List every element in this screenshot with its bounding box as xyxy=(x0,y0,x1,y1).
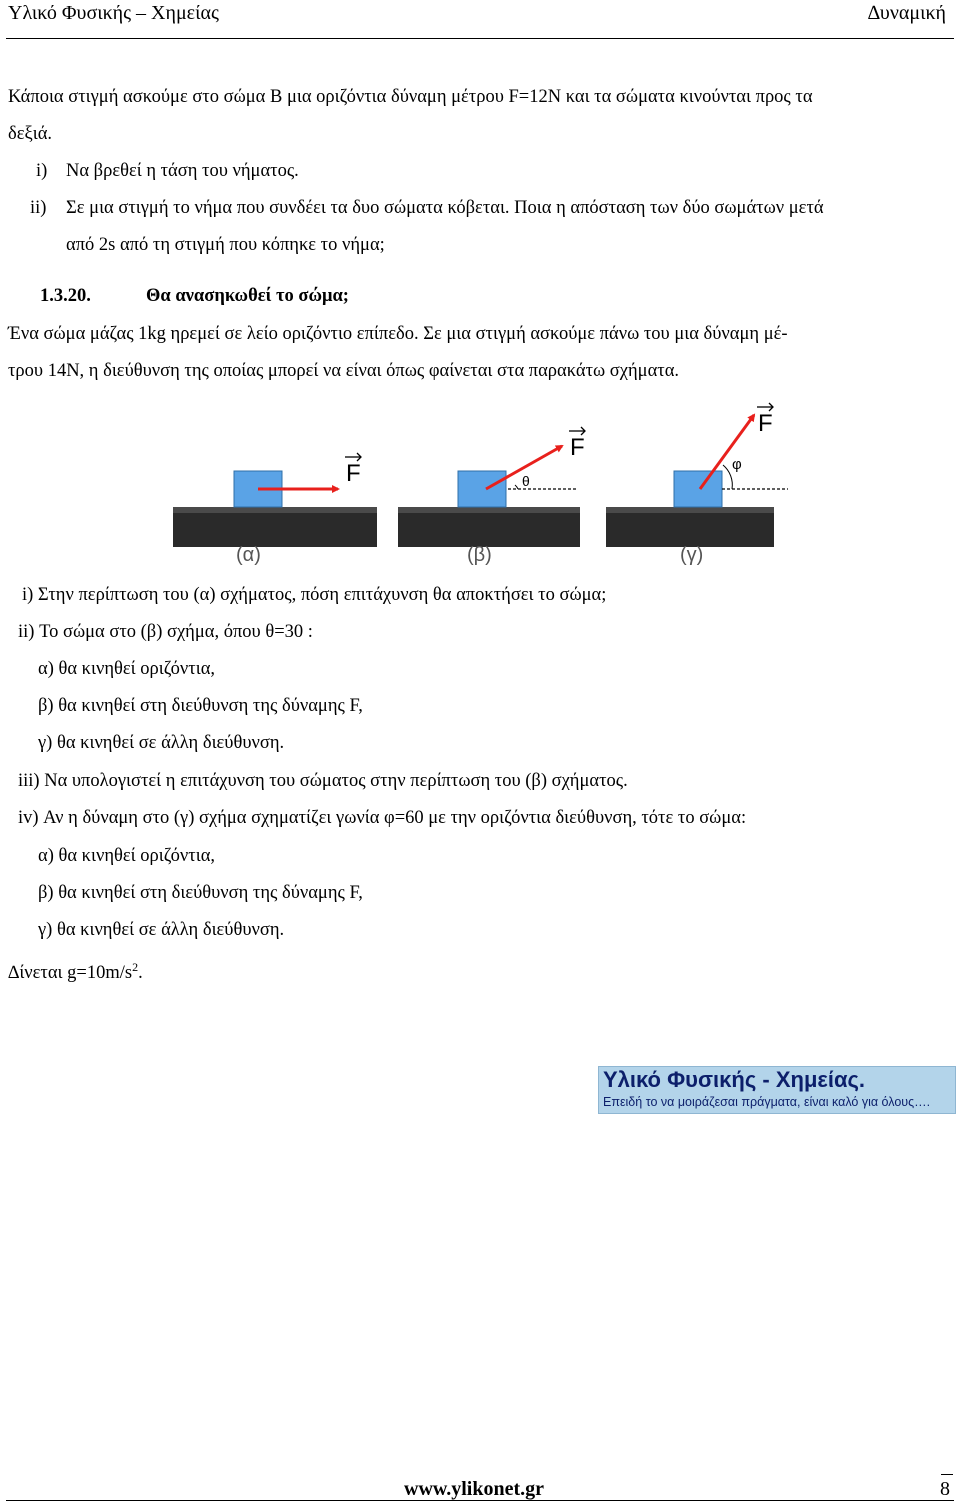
caption-alpha: (α) xyxy=(236,544,261,566)
sub-question-iv-option-a: α) θα κινηθεί οριζόντια, xyxy=(38,846,216,866)
question-i-number: i) xyxy=(36,161,48,181)
caption-gamma: (γ) xyxy=(680,544,704,566)
diagram-gamma xyxy=(606,403,788,566)
force-label-alpha: F xyxy=(346,460,361,487)
header-divider xyxy=(6,38,954,39)
sub-question-ii-option-b: β) θα κινηθεί στη διεύθυνση της δύναμης F, xyxy=(38,696,363,716)
sub-question-ii-option-a: α) θα κινηθεί οριζόντια, xyxy=(38,659,216,679)
intro-line-2: δεξιά. xyxy=(8,124,53,144)
diagram-alpha xyxy=(173,453,377,566)
problem-line-1: Ένα σώμα μάζας 1kg ηρεμεί σε λείο οριζόντιο επίπεδο. Σε μια στιγμή ασκούμε πάνω του μια δύναμη μέ- xyxy=(8,324,788,344)
header-chapter: ∆υναμική xyxy=(867,2,946,24)
sub-question-iv-option-c: γ) θα κινηθεί σε άλλη διεύθυνση. xyxy=(38,920,285,940)
page-number-bar xyxy=(941,1474,953,1475)
force-arrow-gamma xyxy=(700,415,754,489)
diagram-beta xyxy=(398,427,585,566)
block-beta xyxy=(458,471,506,507)
footer-site-link[interactable]: www.ylikonet.gr xyxy=(404,1478,544,1500)
given-data: ∆ίνεται $g=10m/s^2$. xyxy=(8,960,143,984)
site-banner xyxy=(598,1066,956,1114)
force-label-beta: F xyxy=(570,434,585,461)
intro-line-1: Κάποια στιγμή ασκούμε στο σώμα Β μια οριζόντια δύναμη μέτρου F=12N και τα σώματα κινούνται προς τα xyxy=(8,87,813,107)
footer-divider xyxy=(6,1500,954,1501)
problem-line-2: τρου 14N, η διεύθυνση της οποίας μπορεί να είναι όπως φαίνεται στα παρακάτω σχήματα. xyxy=(8,361,680,381)
banner-title: Υλικό Φυσικής - Χημείας. xyxy=(603,1067,866,1092)
banner-subtitle: Επειδή το να μοιράζεσαι πράγματα, είναι καλό για όλους…. xyxy=(603,1095,931,1109)
force-label-gamma: F xyxy=(758,410,773,437)
header-title: Υλικό Φυσικής – Χημείας xyxy=(8,2,219,24)
sub-question-i: i) Στην περίπτωση του (α) σχήματος, πόση επιτάχυνση θα αποκτήσει το σώμα; xyxy=(22,585,607,605)
sub-question-ii: ii) Το σώμα στο (β) σχήμα, όπου θ=30 : xyxy=(18,622,313,642)
question-ii-text-2: από 2s από τη στιγμή που κόπηκε το νήμα; xyxy=(66,235,385,255)
theta-label: θ xyxy=(522,473,530,489)
sub-question-ii-option-c: γ) θα κινηθεί σε άλλη διεύθυνση. xyxy=(38,733,285,753)
question-ii-text: Σε μια στιγμή το νήμα που συνδέει τα δυο σώματα κόβεται. Ποια η απόσταση των δύο σωμάτων μετά xyxy=(66,198,824,218)
question-i-text: Να βρεθεί η τάση του νήματος. xyxy=(66,161,299,181)
sub-question-iv: iv) Αν η δύναμη στο (γ) σχήμα σχηματίζει γωνία φ=60 με την οριζόντια διεύθυνση, τότε το σώμα: xyxy=(18,808,747,828)
problem-number: 1.3.20. xyxy=(40,286,91,306)
page-header xyxy=(0,0,960,40)
problem-title: Θα ανασηκωθεί το σώμα; xyxy=(146,286,349,306)
sub-question-iv-option-b: β) θα κινηθεί στη διεύθυνση της δύναμης F, xyxy=(38,883,363,903)
question-ii-number: ii) xyxy=(30,198,47,218)
caption-beta: (β) xyxy=(467,544,492,566)
phi-label: φ xyxy=(732,456,742,473)
force-diagrams-figure xyxy=(160,395,800,575)
sub-question-iii: iii) Να υπολογιστεί η επιτάχυνση του σώματος στην περίπτωση του (β) σχήματος. xyxy=(18,771,628,791)
block-gamma xyxy=(674,471,722,507)
page-number: 8 xyxy=(940,1478,950,1500)
